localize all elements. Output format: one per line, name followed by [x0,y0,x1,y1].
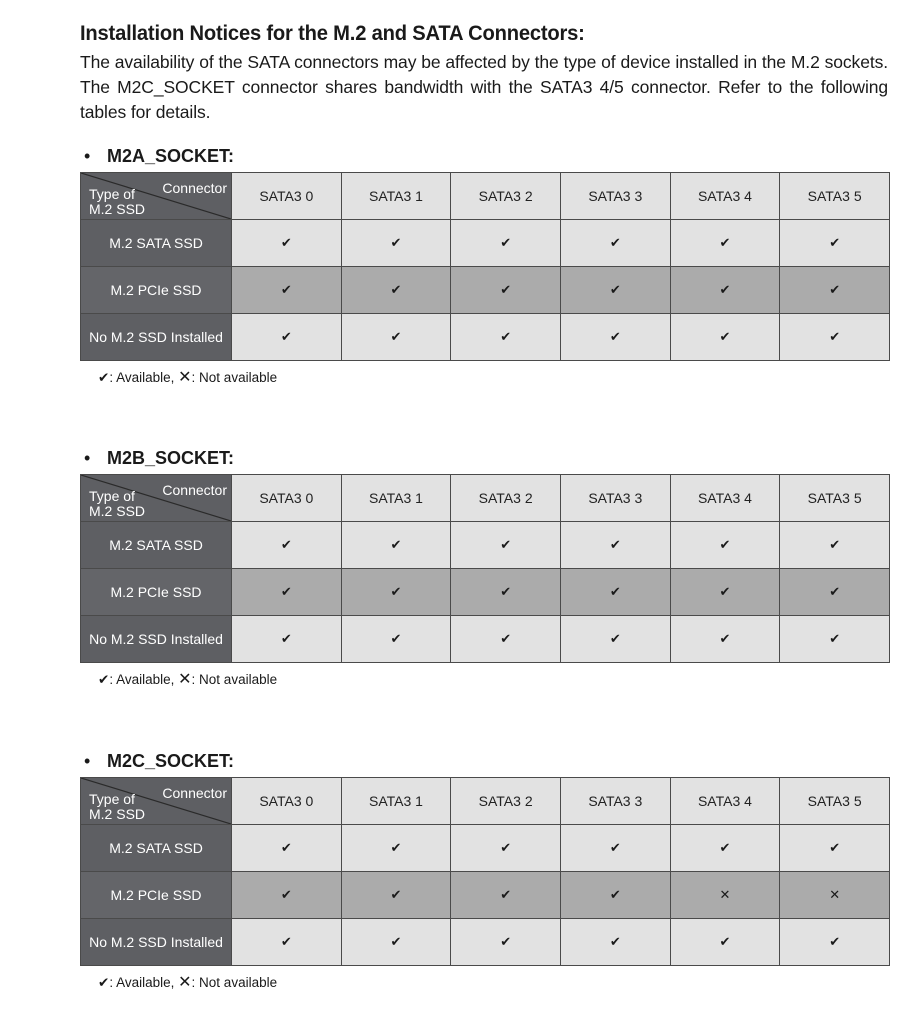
legend-not-available-text: : Not available [191,975,278,990]
legend-not-available-text: : Not available [191,672,278,687]
intro-paragraph: The availability of the SATA connectors may be affected by the type of device installed in the M.2 sockets. The M2C_SOCKET connector shares bandwidth with the SATA3 4/5 connector. Refer to the following tables for details. [80,52,888,122]
table-corner-cell [81,475,232,522]
legend-not-available-text: : Not available [191,370,278,385]
section-heading [80,751,890,777]
available-mark: ✔ [560,267,670,314]
column-header: SATA3 0 [232,778,342,825]
table-row [81,220,890,267]
table-row [81,919,890,966]
available-mark: ✔ [780,522,890,569]
available-mark: ✔ [341,522,451,569]
available-mark: ✔ [341,569,451,616]
available-mark: ✔ [670,569,780,616]
row-label: M.2 PCIe SSD [81,569,232,616]
socket-section [80,448,890,689]
corner-type-label: Type of M.2 SSD [89,186,146,217]
row-label: M.2 SATA SSD [81,522,232,569]
available-mark: ✔ [451,267,561,314]
table-legend [98,669,908,689]
legend-available-text: : Available, [109,975,175,990]
row-label: M.2 SATA SSD [81,220,232,267]
available-mark: ✔ [560,569,670,616]
socket-section [80,751,890,992]
row-label: No M.2 SSD Installed [81,616,232,663]
available-mark: ✔ [232,872,342,919]
table-row [81,314,890,361]
column-header: SATA3 3 [560,778,670,825]
column-header: SATA3 1 [341,778,451,825]
available-mark: ✔ [451,522,561,569]
available-mark: ✔ [560,919,670,966]
available-mark: ✔ [780,616,890,663]
available-mark: ✔ [670,919,780,966]
table-row [81,569,890,616]
available-mark: ✔ [341,267,451,314]
column-header: SATA3 5 [780,173,890,220]
column-header: SATA3 2 [451,173,561,220]
available-mark: ✔ [232,569,342,616]
available-mark: ✔ [560,616,670,663]
table-corner-cell [81,173,232,220]
available-mark: ✔ [451,220,561,267]
check-icon: ✔ [98,672,110,687]
socket-section [80,146,890,387]
available-mark: ✔ [670,825,780,872]
corner-connector-label: Connector [162,482,227,498]
corner-type-label: Type of M.2 SSD [89,791,146,822]
column-header: SATA3 1 [341,173,451,220]
compatibility-table [80,172,890,361]
available-mark: ✔ [780,267,890,314]
column-header: SATA3 4 [670,475,780,522]
check-icon: ✔ [98,370,110,385]
column-header: SATA3 3 [560,173,670,220]
cross-icon: ✕ [178,671,192,688]
available-mark: ✔ [232,267,342,314]
not-available-mark: ✕ [780,872,890,919]
not-available-mark: ✕ [670,872,780,919]
cross-icon: ✕ [178,974,192,991]
available-mark: ✔ [451,569,561,616]
column-header: SATA3 3 [560,475,670,522]
section-title: M2A_SOCKET: [107,146,235,166]
table-header-row [81,475,890,522]
section-title: M2B_SOCKET: [107,448,235,468]
available-mark: ✔ [780,569,890,616]
available-mark: ✔ [560,220,670,267]
row-label: M.2 SATA SSD [81,825,232,872]
legend-available-text: : Available, [109,370,175,385]
available-mark: ✔ [451,825,561,872]
table-row [81,825,890,872]
column-header: SATA3 5 [780,778,890,825]
column-header: SATA3 2 [451,475,561,522]
column-header: SATA3 0 [232,173,342,220]
available-mark: ✔ [232,522,342,569]
available-mark: ✔ [670,616,780,663]
bullet-icon: • [84,751,91,771]
column-header: SATA3 4 [670,173,780,220]
available-mark: ✔ [451,919,561,966]
available-mark: ✔ [341,616,451,663]
corner-connector-label: Connector [162,180,227,196]
row-label: No M.2 SSD Installed [81,919,232,966]
section-heading [80,146,890,172]
table-header-row [81,778,890,825]
row-label: M.2 PCIe SSD [81,872,232,919]
available-mark: ✔ [232,616,342,663]
available-mark: ✔ [451,616,561,663]
check-icon: ✔ [98,975,110,990]
compatibility-table [80,474,890,663]
table-row [81,872,890,919]
available-mark: ✔ [560,872,670,919]
available-mark: ✔ [780,919,890,966]
corner-type-label: Type of M.2 SSD [89,488,146,519]
available-mark: ✔ [232,314,342,361]
available-mark: ✔ [341,825,451,872]
available-mark: ✔ [341,314,451,361]
table-legend [98,367,908,387]
page-title: Installation Notices for the M.2 and SATA Connectors: [80,22,585,45]
compatibility-table [80,777,890,966]
table-row [81,267,890,314]
available-mark: ✔ [670,314,780,361]
available-mark: ✔ [451,314,561,361]
table-legend [98,972,908,992]
cross-icon: ✕ [178,369,192,386]
table-row [81,616,890,663]
available-mark: ✔ [560,825,670,872]
available-mark: ✔ [341,220,451,267]
section-title: M2C_SOCKET: [107,751,235,771]
available-mark: ✔ [451,872,561,919]
table-corner-cell [81,778,232,825]
available-mark: ✔ [232,220,342,267]
row-label: M.2 PCIe SSD [81,267,232,314]
available-mark: ✔ [670,220,780,267]
column-header: SATA3 0 [232,475,342,522]
available-mark: ✔ [232,825,342,872]
bullet-icon: • [84,146,91,166]
available-mark: ✔ [670,267,780,314]
available-mark: ✔ [232,919,342,966]
column-header: SATA3 1 [341,475,451,522]
available-mark: ✔ [780,825,890,872]
available-mark: ✔ [670,522,780,569]
available-mark: ✔ [560,314,670,361]
available-mark: ✔ [341,872,451,919]
column-header: SATA3 5 [780,475,890,522]
bullet-icon: • [84,448,91,468]
available-mark: ✔ [560,522,670,569]
section-heading [80,448,890,474]
available-mark: ✔ [341,919,451,966]
legend-available-text: : Available, [109,672,175,687]
column-header: SATA3 4 [670,778,780,825]
row-label: No M.2 SSD Installed [81,314,232,361]
table-header-row [81,173,890,220]
available-mark: ✔ [780,220,890,267]
column-header: SATA3 2 [451,778,561,825]
corner-connector-label: Connector [162,785,227,801]
available-mark: ✔ [780,314,890,361]
table-row [81,522,890,569]
